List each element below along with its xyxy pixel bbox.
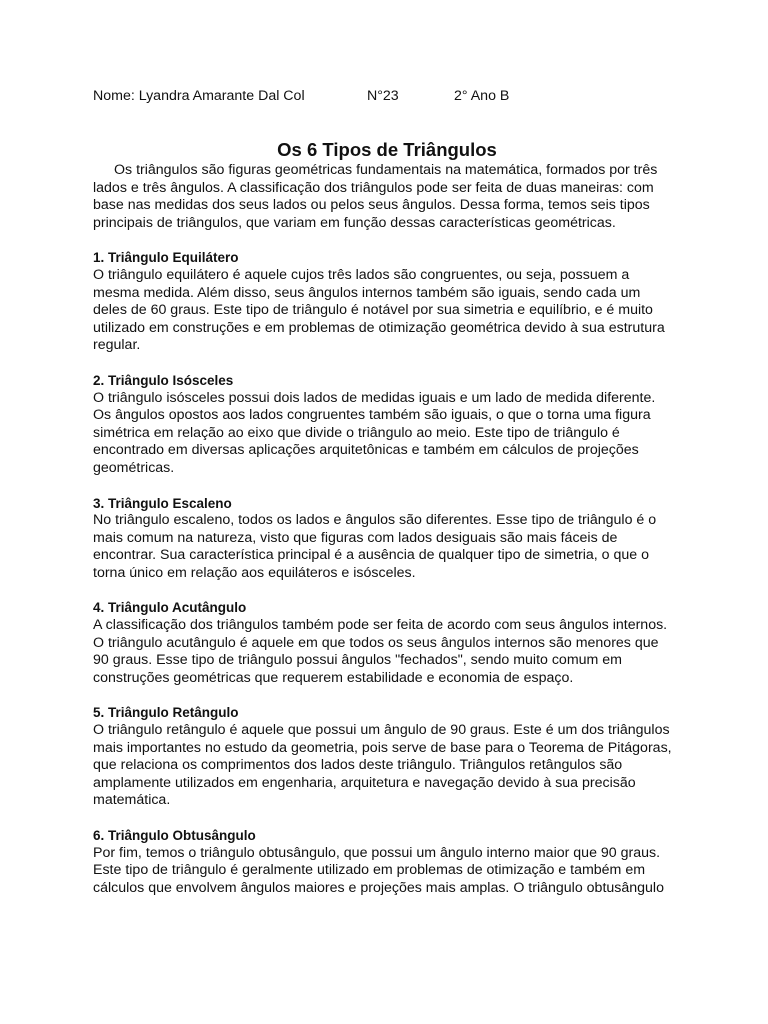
section-heading: 3. Triângulo Escaleno <box>93 495 232 511</box>
section-right <box>93 704 675 810</box>
student-class: 2° Ano B <box>454 88 510 104</box>
student-header <box>93 86 675 106</box>
section-body: O triângulo isósceles possui dois lados de medidas iguais e um lado de medida diferente. Os ângulos opostos aos lados congruentes também são iguais, o que o torna uma figura simétrica em relação ao eixo que divide o triângulo ao meio. Este tipo de triângulo é encontrado em diversas aplicações arquitetônicas e também em cálculos de projeções geométricas. <box>93 389 656 476</box>
section-body: Por fim, temos o triângulo obtusângulo, que possui um ângulo interno maior que 90 graus. Este tipo de triângulo é geralmente utilizado em problemas de otimização e também em cálculos que envolvem ângulos maiores e projeções mais amplas. O triângulo obtusângulo <box>93 844 664 896</box>
section-heading: 1. Triângulo Equilátero <box>93 250 239 266</box>
student-name: Nome: Lyandra Amarante Dal Col <box>93 88 305 104</box>
section-scalene <box>93 495 675 583</box>
section-heading: 2. Triângulo Isósceles <box>93 372 234 388</box>
document-title: Os 6 Tipos de Triângulos <box>277 139 497 160</box>
section-body: No triângulo escaleno, todos os lados e ângulos são diferentes. Esse tipo de triângulo é o mais comum na natureza, visto que figuras com lados desiguais são mais fáceis de encontrar. Sua característica principal é a ausência de qualquer tipo de simetria, o que o torna único em relação aos equiláteros e isósceles. <box>93 512 657 581</box>
section-heading: 5. Triângulo Retângulo <box>93 705 239 721</box>
section-isosceles <box>93 372 675 478</box>
intro-paragraph: Os triângulos são figuras geométricas fundamentais na matemática, formados por três lados e três ângulos. A classificação dos triângulos pode ser feita de duas maneiras: com base nas medidas dos seus lados ou pelos seus ângulos. Dessa forma, temos seis tipos principais de triângulos, que variam em função dessas características geométricas. <box>93 162 658 231</box>
section-equilateral <box>93 249 675 355</box>
section-heading: 6. Triângulo Obtusângulo <box>93 828 256 843</box>
section-acute <box>93 599 675 687</box>
document-page <box>93 86 675 897</box>
section-obtuse <box>93 827 675 897</box>
section-body: O triângulo equilátero é aquele cujos três lados são congruentes, ou seja, possuem a mesma medida. Além disso, seus ângulos internos também são iguais, sendo cada um deles de 60 graus. Este tipo de triângulo é notável por sua simetria e equilíbrio, e é muito utilizado em construções e em problemas de otimização geométrica devido à sua estrutura regular. <box>93 266 665 354</box>
student-number: N°23 <box>367 88 399 104</box>
section-heading: 4. Triângulo Acutângulo <box>93 600 247 616</box>
section-body: O triângulo retângulo é aquele que possui um ângulo de 90 graus. Este é um dos triângulos mais importantes no estudo da geometria, pois serve de base para o Teorema de Pitágoras, que relaciona os comprimentos dos lados deste triângulo. Triângulos retângulos são amplamente utilizados em engenharia, arquitetura e navegação devido à sua precisão matemática. <box>93 722 672 809</box>
section-body: A classificação dos triângulos também pode ser feita de acordo com seus ângulos internos. O triângulo acutângulo é aquele em que todos os seus ângulos internos são menores que 90 graus. Esse tipo de triângulo possui ângulos "fechados", sendo muito comum em construções geométricas que requerem estabilidade e economia de espaço. <box>93 617 668 686</box>
